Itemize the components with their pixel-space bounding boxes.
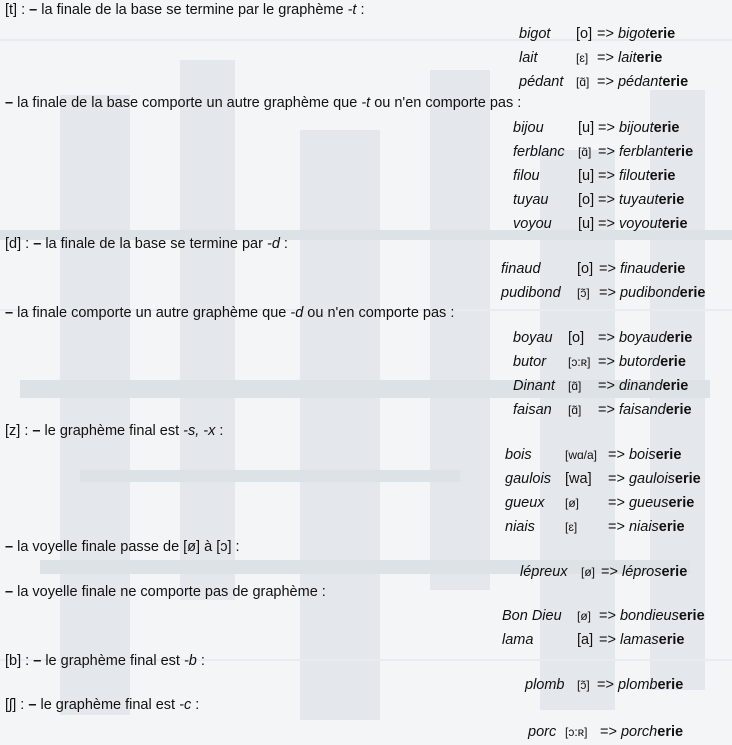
arrow: =>: [600, 724, 617, 740]
base-word: bigot: [519, 26, 551, 42]
derived-form: [608, 493, 694, 513]
dash: –: [33, 653, 42, 669]
derived-form: [598, 118, 679, 138]
arrow: =>: [599, 608, 616, 624]
heading-suffix: ou n'en comporte pas :: [370, 95, 522, 111]
heading-phoneme: [z] :: [5, 423, 33, 439]
heading-text: la finale de la base se termine par le graphème: [37, 2, 348, 18]
arrow: =>: [599, 261, 616, 277]
phonetic: [ɔ̃]: [577, 678, 590, 692]
phonetic: [ø]: [577, 609, 591, 623]
derived-form: [598, 166, 675, 186]
derived-form: [598, 400, 692, 420]
suffix: erie: [674, 471, 701, 487]
base-word: finaud: [501, 261, 541, 277]
arrow: =>: [598, 330, 615, 346]
derived-form: [598, 214, 688, 234]
derived-form: [598, 352, 686, 372]
arrow: =>: [608, 471, 625, 487]
arrow: =>: [598, 120, 615, 136]
subsection-heading-no-grapheme: [5, 584, 326, 600]
dash: –: [5, 539, 14, 555]
base-word: faisan: [513, 402, 552, 418]
arrow: =>: [598, 216, 615, 232]
heading-suffix: :: [356, 2, 365, 18]
phonetic: [ɔ:ʀ]: [565, 725, 588, 739]
heading-phoneme: [t] :: [5, 2, 30, 18]
heading-text: la finale comporte un autre graphème que: [13, 305, 291, 321]
base-word: Dinant: [513, 378, 555, 394]
arrow: =>: [598, 354, 615, 370]
phonetic: [u]: [578, 216, 595, 232]
derived-stem: boyaud: [618, 330, 667, 346]
heading-suffix: :: [191, 697, 200, 713]
dash: –: [29, 2, 38, 18]
derived-stem: butord: [618, 354, 661, 370]
dash: –: [28, 697, 37, 713]
heading-phoneme: [ʃ] :: [5, 697, 29, 713]
dash: –: [5, 584, 14, 600]
suffix: erie: [668, 495, 695, 511]
phonetic: [ø]: [565, 496, 579, 510]
suffix: erie: [678, 608, 705, 624]
heading-suffix: :: [215, 423, 224, 439]
subsection-heading-vowel-shift: [5, 539, 240, 555]
derived-stem: dinand: [618, 378, 663, 394]
phonetic: [o]: [576, 26, 593, 42]
arrow: =>: [598, 402, 615, 418]
suffix: erie: [662, 378, 689, 394]
derived-stem: ferblant: [618, 144, 668, 160]
heading-grapheme: -s, -x: [183, 423, 216, 439]
arrow: =>: [598, 144, 615, 160]
derived-stem: niais: [628, 519, 659, 535]
derived-form: [598, 328, 692, 348]
phonetic: [wɑ/a]: [565, 448, 598, 462]
dash: –: [32, 423, 41, 439]
phonetic: [ɑ̃]: [578, 145, 592, 159]
derived-stem: bondieus: [619, 608, 679, 624]
base-word: pudibond: [501, 285, 561, 301]
dash: –: [33, 236, 42, 252]
derived-stem: pédant: [617, 74, 663, 90]
arrow: =>: [597, 677, 614, 693]
heading-suffix: :: [279, 236, 288, 252]
section-heading-d: [5, 236, 288, 252]
derived-form: [608, 517, 685, 537]
derived-form: [597, 72, 688, 92]
suffix: erie: [660, 354, 686, 370]
base-word: voyou: [513, 216, 552, 232]
section-heading-t: [5, 2, 365, 18]
suffix: erie: [636, 50, 663, 66]
heading-grapheme: -t: [361, 95, 371, 111]
heading-grapheme: -t: [347, 2, 357, 18]
derived-stem: pudibond: [619, 285, 680, 301]
phonetic: [o]: [577, 261, 594, 277]
arrow: =>: [608, 447, 625, 463]
phonetic: [ø]: [581, 565, 595, 579]
derived-form: [599, 259, 685, 279]
suffix: erie: [653, 120, 680, 136]
base-word: porc: [528, 724, 557, 740]
arrow: =>: [608, 495, 625, 511]
heading-suffix: ou n'en comporte pas :: [303, 305, 455, 321]
derived-form: [597, 675, 683, 695]
base-word: lait: [519, 50, 538, 66]
arrow: =>: [597, 74, 614, 90]
heading-phoneme: [d] :: [5, 236, 34, 252]
suffix: erie: [667, 144, 694, 160]
derived-stem: plomb: [617, 677, 658, 693]
suffix: erie: [666, 330, 693, 346]
arrow: =>: [601, 564, 618, 580]
suffix: erie: [649, 26, 676, 42]
subsection-heading-other-t: [5, 95, 521, 111]
phonetic: [ɛ]: [565, 520, 578, 534]
derived-stem: gaulois: [628, 471, 675, 487]
phonetic: [o]: [568, 330, 585, 346]
section-heading-b: [5, 653, 205, 669]
derived-form: [598, 190, 684, 210]
suffix: erie: [658, 519, 685, 535]
suffix: erie: [662, 74, 689, 90]
derived-form: [608, 445, 681, 465]
base-word: ferblanc: [513, 144, 565, 160]
arrow: =>: [598, 378, 615, 394]
derived-form: [599, 630, 684, 650]
derived-stem: lamas: [619, 632, 659, 648]
derived-form: [599, 606, 705, 626]
derived-stem: lait: [617, 50, 637, 66]
suffix: erie: [661, 564, 688, 580]
arrow: =>: [608, 519, 625, 535]
derived-form: [597, 24, 675, 44]
phonetic: [u]: [578, 120, 595, 136]
derived-form: [598, 376, 688, 396]
arrow: =>: [599, 632, 616, 648]
derived-stem: lépros: [621, 564, 662, 580]
subsection-heading-other-d: [5, 305, 454, 321]
derived-form: [599, 283, 705, 303]
derived-stem: voyout: [618, 216, 662, 232]
base-word: butor: [513, 354, 547, 370]
derived-stem: faisand: [618, 402, 666, 418]
heading-suffix: :: [196, 653, 205, 669]
phonetic: [ɑ̃]: [576, 75, 590, 89]
section-heading-sh: [5, 697, 199, 713]
derived-stem: filout: [618, 168, 650, 184]
heading-text: la voyelle finale passe de [ø] à [ɔ] :: [13, 539, 240, 555]
phonetic: [u]: [578, 168, 595, 184]
heading-grapheme: -d: [266, 236, 280, 252]
phonetic: [ɔ̃]: [577, 286, 590, 300]
derived-form: [601, 562, 687, 582]
suffix: erie: [665, 402, 692, 418]
base-word: gaulois: [505, 471, 551, 487]
base-word: gueux: [505, 495, 545, 511]
dash: –: [5, 95, 14, 111]
base-word: plomb: [525, 677, 565, 693]
phonetic: [wa]: [565, 471, 592, 487]
derived-stem: bigot: [617, 26, 650, 42]
base-word: Bon Dieu: [502, 608, 562, 624]
base-word: bois: [505, 447, 532, 463]
suffix: erie: [657, 677, 684, 693]
base-word: filou: [513, 168, 540, 184]
heading-text: la voyelle finale ne comporte pas de graphème :: [13, 584, 326, 600]
phonetic: [ɑ̃]: [568, 379, 582, 393]
base-word: niais: [505, 519, 535, 535]
heading-text: le graphème final est: [36, 697, 180, 713]
derived-stem: gueus: [628, 495, 669, 511]
suffix: erie: [657, 724, 684, 740]
suffix: erie: [679, 285, 706, 301]
arrow: =>: [597, 50, 614, 66]
base-word: lama: [502, 632, 534, 648]
heading-text: la finale de la base se termine par: [41, 236, 267, 252]
base-word: boyau: [513, 330, 553, 346]
phonetic: [o]: [578, 192, 595, 208]
heading-text: le graphème final est: [40, 423, 184, 439]
suffix: erie: [659, 261, 686, 277]
suffix: erie: [655, 447, 682, 463]
base-word: tuyau: [513, 192, 549, 208]
base-word: pédant: [519, 74, 564, 90]
derived-stem: bois: [628, 447, 656, 463]
suffix: erie: [658, 192, 685, 208]
phonetic: [a]: [577, 632, 594, 648]
arrow: =>: [598, 192, 615, 208]
derived-form: [598, 142, 693, 162]
arrow: =>: [597, 26, 614, 42]
arrow: =>: [598, 168, 615, 184]
base-word: bijou: [513, 120, 544, 136]
section-heading-z: [5, 423, 223, 439]
heading-grapheme: -c: [179, 697, 192, 713]
derived-form: [597, 48, 662, 68]
derived-stem: bijout: [618, 120, 654, 136]
heading-text: la finale de la base comporte un autre graphème que: [13, 95, 362, 111]
arrow: =>: [599, 285, 616, 301]
phonetic: [ɔ:ʀ]: [568, 355, 591, 369]
derived-form: [600, 722, 683, 742]
suffix: erie: [661, 216, 688, 232]
heading-grapheme: -b: [183, 653, 197, 669]
heading-phoneme: [b] :: [5, 653, 34, 669]
derived-stem: finaud: [619, 261, 660, 277]
phonetic: [ɑ̃]: [568, 403, 582, 417]
derived-form: [608, 469, 701, 489]
base-word: lépreux: [520, 564, 568, 580]
derived-stem: tuyaut: [618, 192, 659, 208]
heading-grapheme: -d: [290, 305, 304, 321]
suffix: erie: [649, 168, 676, 184]
suffix: erie: [658, 632, 685, 648]
heading-text: le graphème final est: [41, 653, 184, 669]
dash: –: [5, 305, 14, 321]
derived-stem: porch: [620, 724, 658, 740]
phonetic: [ɛ]: [576, 51, 589, 65]
